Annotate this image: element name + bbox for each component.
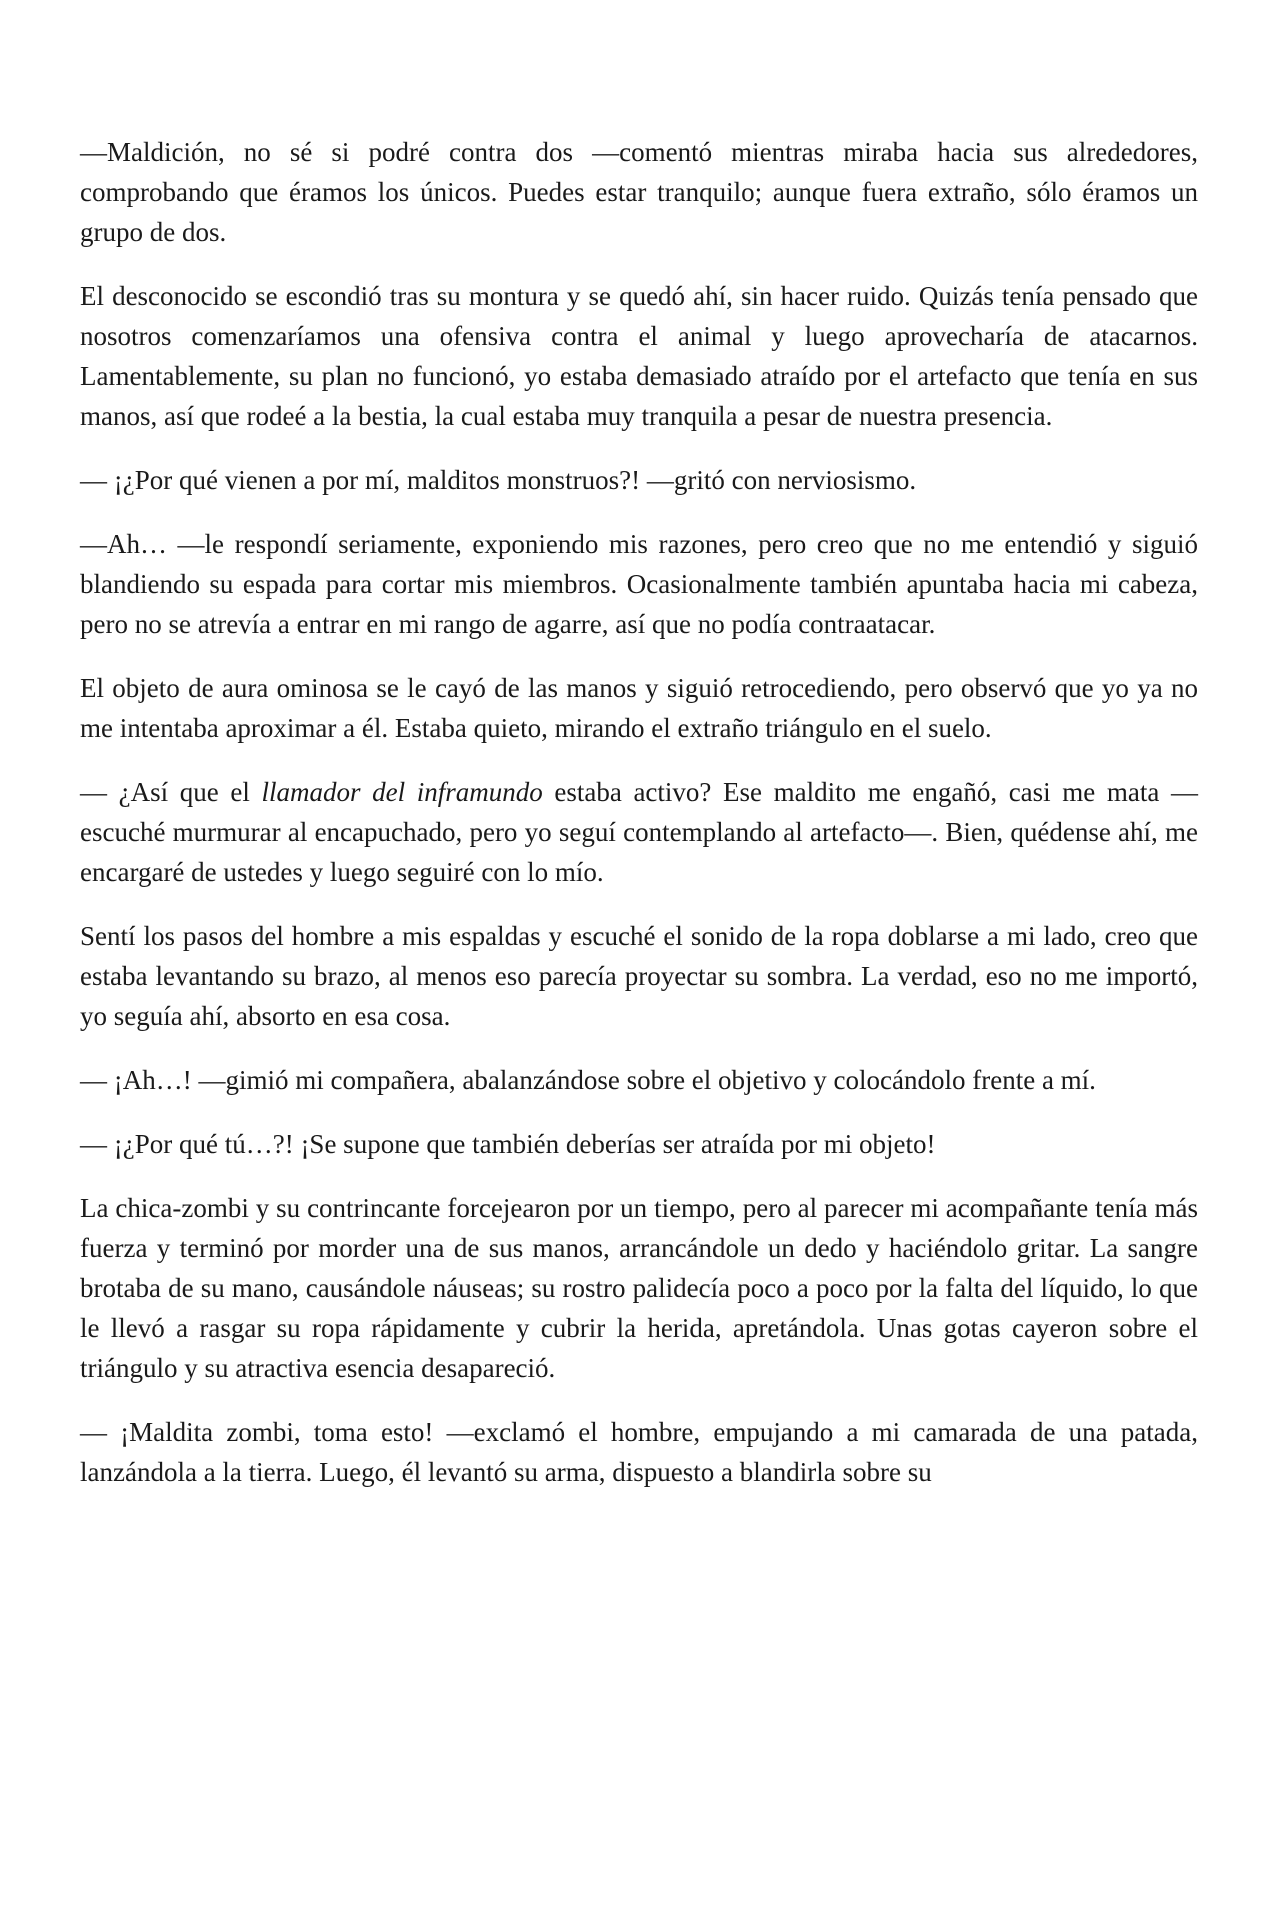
paragraph-8: — ¡Ah…! —gimió mi compañera, abalanzándose sobre el objetivo y colocándolo frente a mí. xyxy=(80,1065,1096,1095)
paragraph-11: — ¡Maldita zombi, toma esto! —exclamó el hombre, empujando a mi camarada de una patada, lanzándola a la tierra. Luego, él levantó su arma, dispuesto a blandirla sobre su xyxy=(80,1417,1198,1487)
document-page xyxy=(80,132,1198,1492)
paragraph-6-after: estaba activo? Ese maldito me engañó, casi me mata —escuché murmurar al encapuchado, pero yo seguí contemplando al artefacto—. Bien, quédense ahí, me encargaré de ustedes y luego seguiré con lo mío. xyxy=(80,777,1198,887)
paragraph-5: El objeto de aura ominosa se le cayó de las manos y siguió retrocediendo, pero observó que yo ya no me intentaba aproximar a él. Estaba quieto, mirando el extraño triángulo en el suelo. xyxy=(80,673,1198,743)
paragraph-9: — ¡¿Por qué tú…?! ¡Se supone que también deberías ser atraída por mi objeto! xyxy=(80,1129,936,1159)
italic-title: llamador del inframundo xyxy=(261,777,543,807)
paragraph-3: — ¡¿Por qué vienen a por mí, malditos monstruos?! —gritó con nerviosismo. xyxy=(80,465,917,495)
paragraph-6 xyxy=(80,772,1198,892)
paragraph-6-before: — ¿Así que el xyxy=(80,777,262,807)
paragraph-10: La chica-zombi y su contrincante forcejearon por un tiempo, pero al parecer mi acompañante tenía más fuerza y terminó por morder una de sus manos, arrancándole un dedo y haciéndolo gritar. La sangre brotaba de su mano, causándole náuseas; su rostro palidecía poco a poco por la falta del líquido, lo que le llevó a rasgar su ropa rápidamente y cubrir la herida, apretándola. Unas gotas cayeron sobre el triángulo y su atractiva esencia desapareció. xyxy=(80,1193,1198,1383)
paragraph-2: El desconocido se escondió tras su montura y se quedó ahí, sin hacer ruido. Quizás tenía pensado que nosotros comenzaríamos una ofensiva contra el animal y luego aprovecharía de atacarnos. Lamentablemente, su plan no funcionó, yo estaba demasiado atraído por el artefacto que tenía en sus manos, así que rodeé a la bestia, la cual estaba muy tranquila a pesar de nuestra presencia. xyxy=(80,281,1198,431)
paragraph-1: —Maldición, no sé si podré contra dos —comentó mientras miraba hacia sus alrededores, comprobando que éramos los únicos. Puedes estar tranquilo; aunque fuera extraño, sólo éramos un grupo de dos. xyxy=(80,137,1198,247)
paragraph-4: —Ah… —le respondí seriamente, exponiendo mis razones, pero creo que no me entendió y siguió blandiendo su espada para cortar mis miembros. Ocasionalmente también apuntaba hacia mi cabeza, pero no se atrevía a entrar en mi rango de agarre, así que no podía contraatacar. xyxy=(80,529,1198,639)
paragraph-7: Sentí los pasos del hombre a mis espaldas y escuché el sonido de la ropa doblarse a mi lado, creo que estaba levantando su brazo, al menos eso parecía proyectar su sombra. La verdad, eso no me importó, yo seguía ahí, absorto en esa cosa. xyxy=(80,921,1198,1031)
